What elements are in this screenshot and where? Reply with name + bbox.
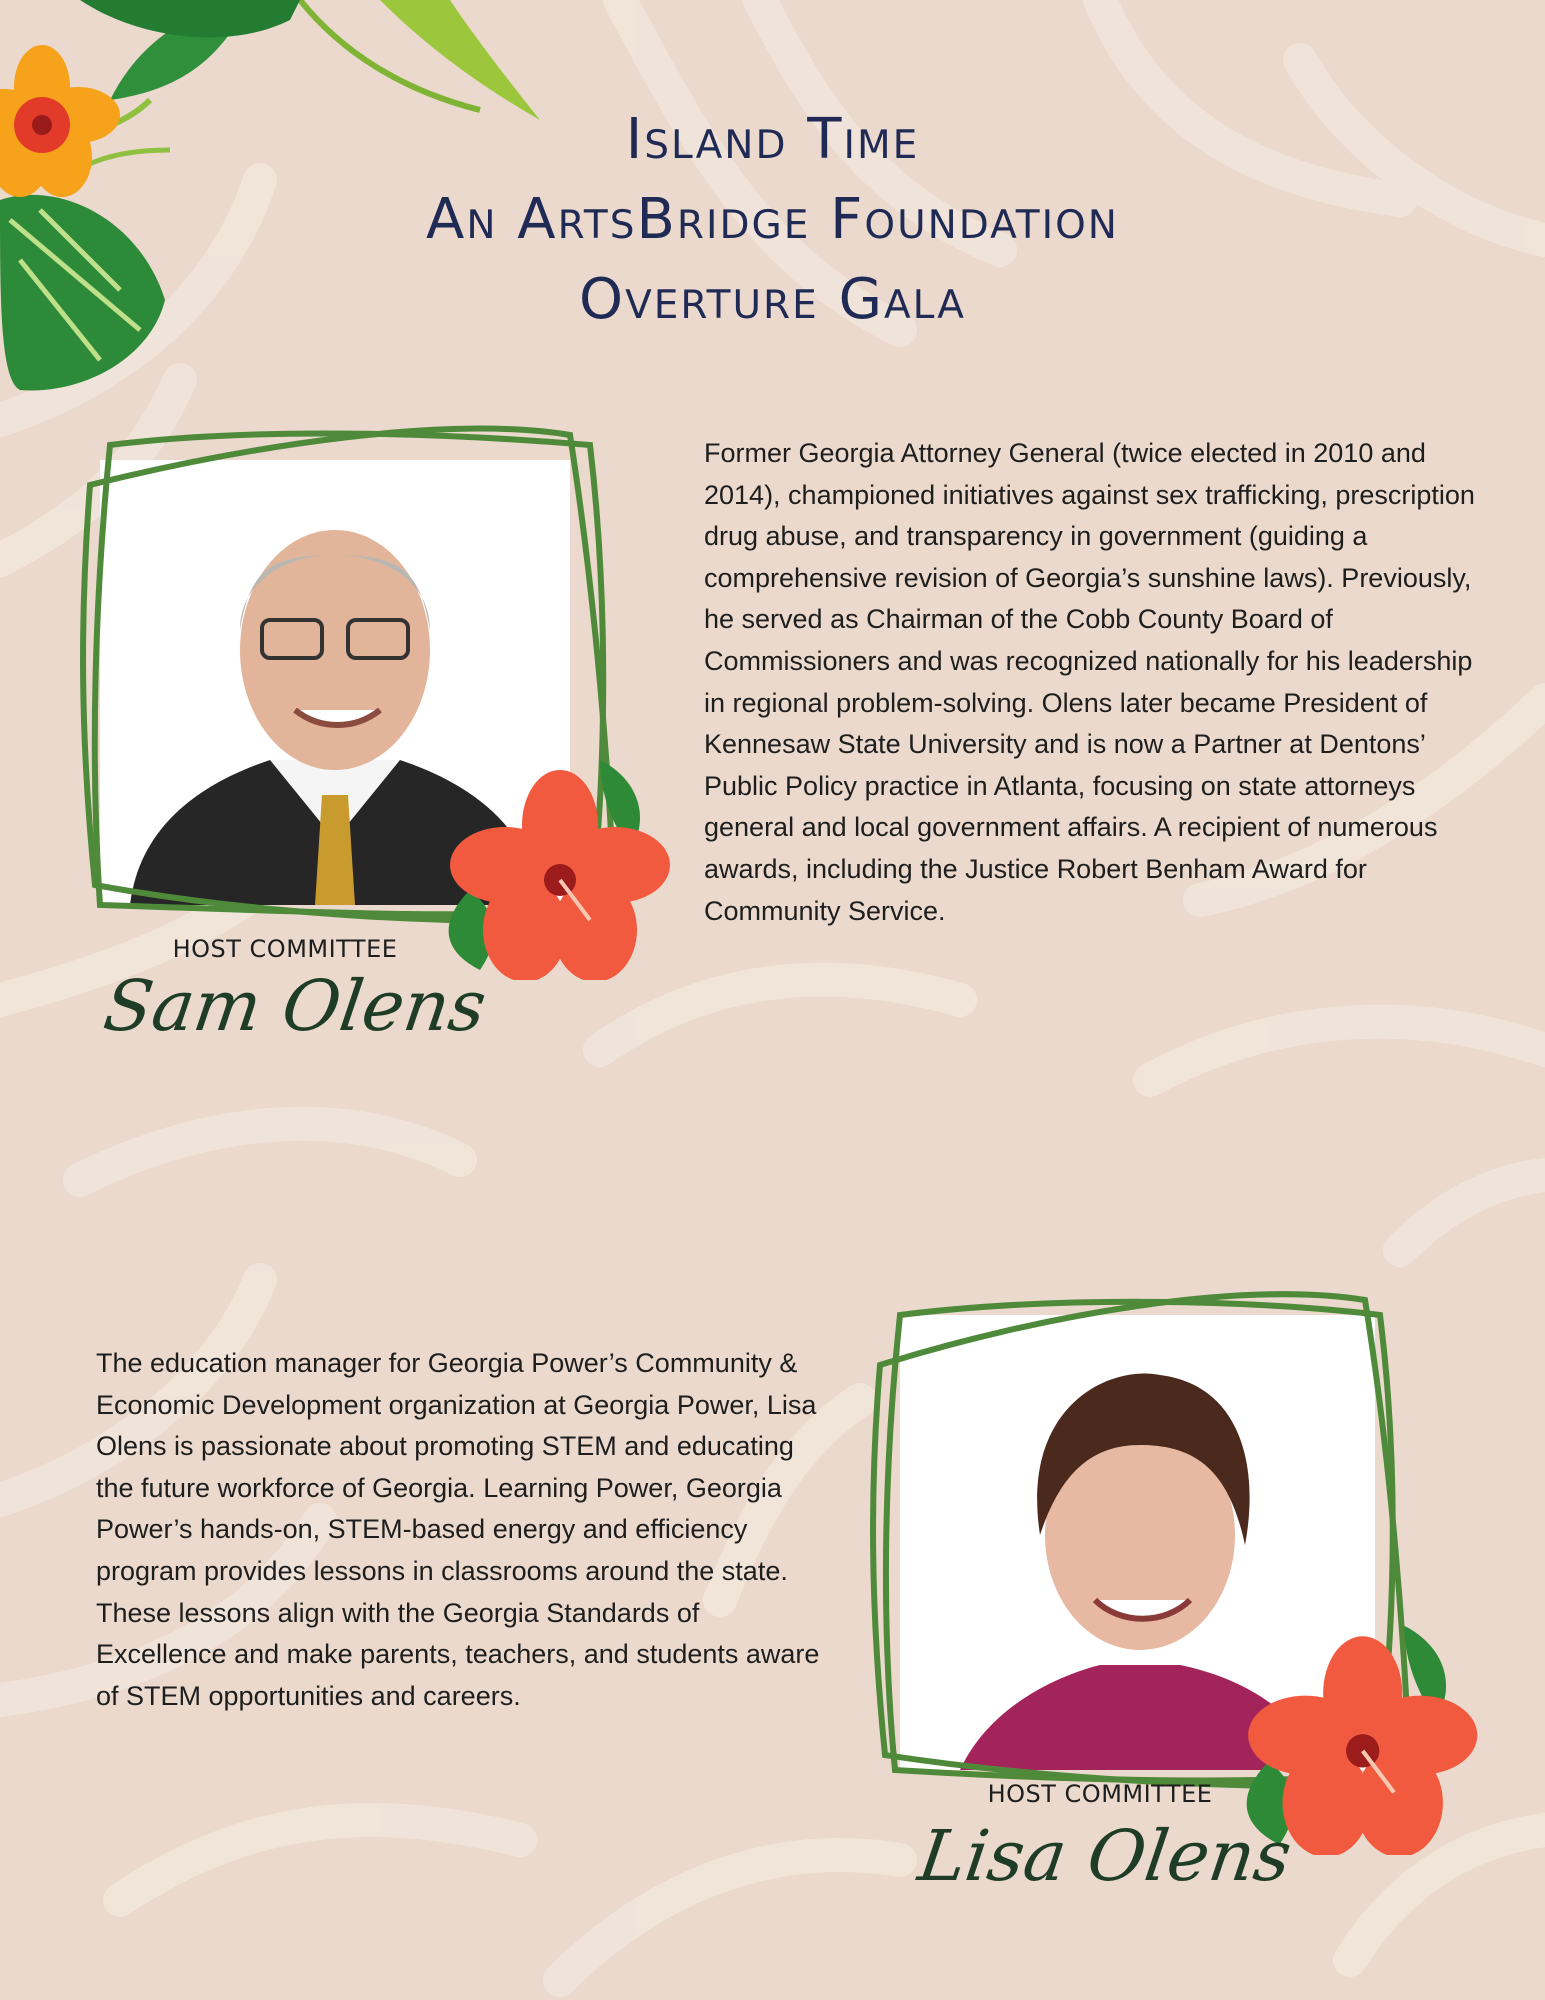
host-signature: Sam Olens: [98, 965, 492, 1047]
title-line-3: Overture Gala: [579, 267, 966, 332]
host-bio: The education manager for Georgia Power’s Community & Economic Development organization at Georgia Power, Lisa Olens is passionate about promoting STEM and educating the future workforce of Georgia. Learning Power, Georgia Power’s hands-on, STEM-based energy and efficiency program provides lessons in classrooms around the state. These lessons align with the Georgia Standards of Excellence and make parents, teachers, and students aware of STEM opportunities and careers.: [96, 1348, 820, 1711]
host-bio: Former Georgia Attorney General (twice elected in 2010 and 2014), championed initiatives against sex trafficking, prescription drug abuse, and transparency in government (guiding a comprehensive revision of Georgia’s sunshine laws). Previously, he served as Chairman of the Cobb County Board of Commissioners and was recognized nationally for his leadership in regional problem-solving. Olens later became President of Kennesaw State University and is now a Partner at Dentons’ Public Policy practice in Atlanta, focusing on state attorneys general and local government affairs. A recipient of numerous awards, including the Justice Robert Benham Award for Community Service.: [704, 438, 1475, 926]
event-title: [0, 100, 1545, 340]
title-line-1: Island Time: [625, 107, 920, 172]
host-role-label: HOST COMMITTEE: [172, 935, 398, 963]
host-signature: Lisa Olens: [913, 1815, 1297, 1897]
hibiscus-icon: [440, 740, 670, 980]
title-line-2: An ArtsBridge Foundation: [426, 187, 1119, 252]
host-role-label: HOST COMMITTEE: [987, 1780, 1213, 1808]
